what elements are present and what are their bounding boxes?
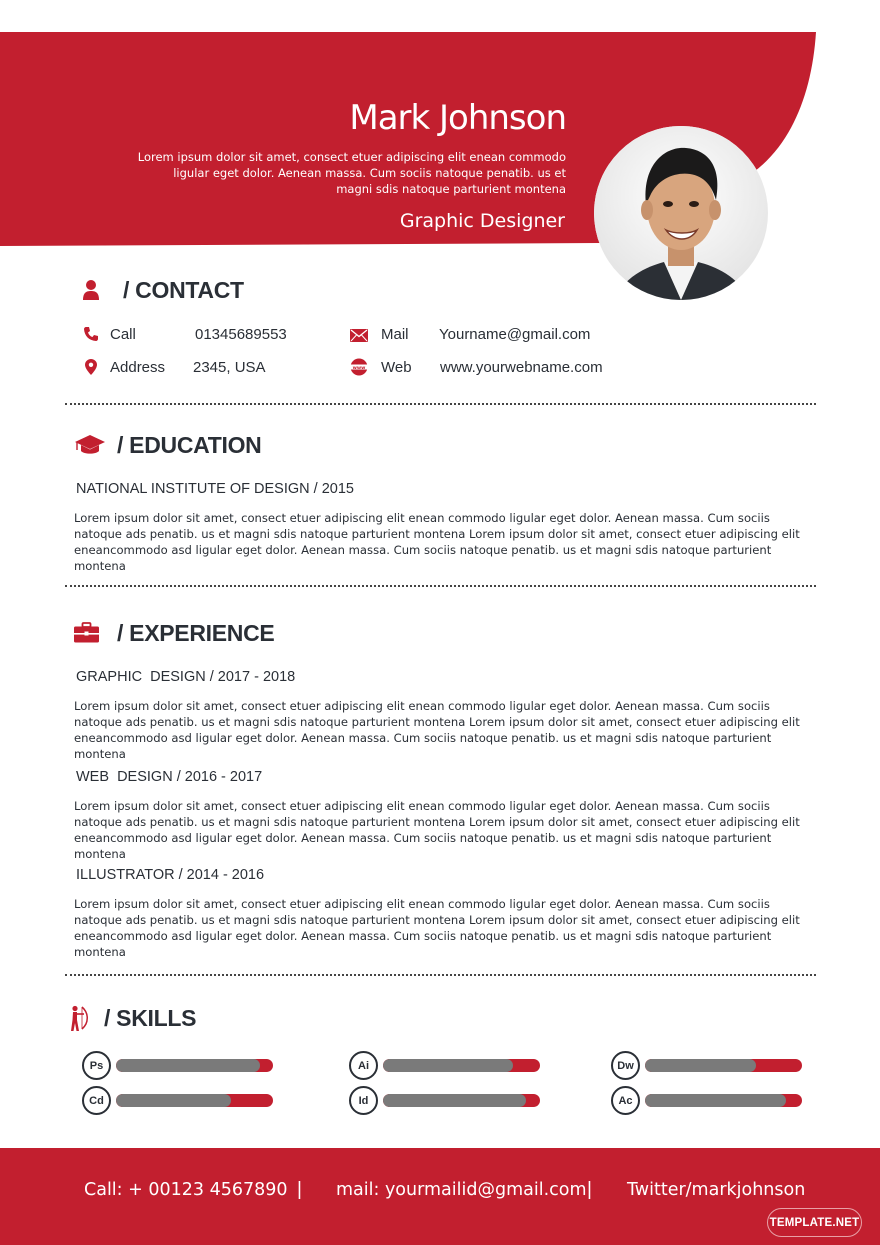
contact-address-value: 2345, USA <box>193 359 266 376</box>
experience-entry-body: Lorem ipsum dolor sit amet, consect etuer adipiscing elit enean commodo ligular eget dolor. Aenean massa. Cum sociis natoque ads penatib. us et magni sdis natoque parturient montena Lorem ipsum dolor sit amet, consect etuer adipiscing elit eneancommodo asd ligular eget dolor. Aenean massa. Cum sociis natoque penatib. us et magni sdis natoque parturient montena <box>74 699 800 761</box>
education-entry-body: Lorem ipsum dolor sit amet, consect etuer adipiscing elit enean commodo ligular eget dolor. Aenean massa. Cum sociis natoque ads penatib. us et magni sdis natoque parturient montena Lorem ipsum dolor sit amet, consect etuer adipiscing elit eneancommodo asd ligular eget dolor. Aenean massa. Cum sociis natoque penatib. us et magni sdis natoque parturient montena <box>74 511 800 573</box>
footer-separator: | <box>587 1179 592 1200</box>
template-net-badge[interactable]: TEMPLATE.NET <box>767 1208 862 1237</box>
skill-badge: Dw <box>611 1051 640 1080</box>
contact-mail-label: Mail <box>381 326 409 343</box>
divider <box>65 974 816 976</box>
skill-badge: Ps <box>82 1051 111 1080</box>
skill-bar-fill <box>383 1059 513 1072</box>
intro-text: Lorem ipsum dolor sit amet, consect etuer adipiscing elit enean commodo ligular eget dolor. Aenean massa. Cum sociis natoque penatib. us et magni sdis natoque parturient montena <box>137 150 566 196</box>
skill-item <box>82 1051 274 1081</box>
footer-call[interactable]: Call: + 00123 4567890 <box>84 1180 288 1200</box>
skill-badge: Ac <box>611 1086 640 1115</box>
profile-photo <box>594 126 768 300</box>
contact-web-value[interactable]: www.yourwebname.com <box>440 359 603 376</box>
skill-bar-fill <box>645 1094 786 1107</box>
footer-twitter[interactable]: Twitter/markjohnson <box>627 1180 806 1200</box>
job-role: Graphic Designer <box>399 210 565 232</box>
skill-item <box>611 1086 803 1116</box>
candidate-name: Mark Johnson <box>349 98 566 138</box>
contact-call-value: 01345689553 <box>195 326 287 343</box>
experience-entry-body: Lorem ipsum dolor sit amet, consect etuer adipiscing elit enean commodo ligular eget dolor. Aenean massa. Cum sociis natoque ads penatib. us et magni sdis natoque parturient montena Lorem ipsum dolor sit amet, consect etuer adipiscing elit eneancommodo asd ligular eget dolor. Aenean massa. Cum sociis natoque penatib. us et magni sdis natoque parturient montena <box>74 799 800 861</box>
skill-bar-fill <box>383 1094 526 1107</box>
skills-section-title: / SKILLS <box>104 1005 197 1031</box>
experience-section-title: / EXPERIENCE <box>117 620 275 646</box>
skill-item <box>611 1051 803 1081</box>
skill-item <box>349 1086 541 1116</box>
skill-bar-fill <box>116 1059 260 1072</box>
experience-entry-title: WEB DESIGN / 2016 - 2017 <box>76 769 263 785</box>
education-entry-title: NATIONAL INSTITUTE OF DESIGN / 2015 <box>76 481 354 497</box>
education-section-title: / EDUCATION <box>117 432 262 458</box>
mail-icon <box>350 329 368 342</box>
skill-bar <box>116 1059 273 1072</box>
archer-icon <box>67 1005 89 1032</box>
location-pin-icon <box>85 359 97 375</box>
experience-entry-body: Lorem ipsum dolor sit amet, consect etuer adipiscing elit enean commodo ligular eget dolor. Aenean massa. Cum sociis natoque ads penatib. us et magni sdis natoque parturient montena Lorem ipsum dolor sit amet, consect etuer adipiscing elit eneancommodo asd ligular eget dolor. Aenean massa. Cum sociis natoque penatib. us et magni sdis natoque parturient montena <box>74 897 800 959</box>
skill-badge: Id <box>349 1086 378 1115</box>
divider <box>65 585 816 587</box>
footer-separator: | <box>297 1179 302 1200</box>
contact-address-label: Address <box>110 359 166 376</box>
footer-mail[interactable]: mail: yourmailid@gmail.com <box>336 1180 587 1200</box>
svg-text:www: www <box>352 366 366 371</box>
experience-entry-title: GRAPHIC DESIGN / 2017 - 2018 <box>76 669 296 685</box>
skill-bar <box>645 1059 802 1072</box>
contact-section-title: / CONTACT <box>123 277 244 303</box>
divider <box>65 403 816 405</box>
skill-bar-fill <box>116 1094 231 1107</box>
skill-item <box>82 1086 274 1116</box>
contact-mail-value[interactable]: Yourname@gmail.com <box>439 326 591 343</box>
skill-bar-fill <box>645 1059 756 1072</box>
contact-call-label: Call <box>110 326 136 343</box>
person-icon <box>82 279 100 301</box>
skill-item <box>349 1051 541 1081</box>
www-globe-icon <box>350 358 368 376</box>
skill-bar <box>383 1094 540 1107</box>
skill-badge: Cd <box>82 1086 111 1115</box>
graduation-cap-icon <box>75 434 105 456</box>
skill-bar <box>645 1094 802 1107</box>
briefcase-icon <box>74 622 99 643</box>
skill-badge: Ai <box>349 1051 378 1080</box>
experience-entry-title: ILLUSTRATOR / 2014 - 2016 <box>76 867 265 883</box>
skill-bar <box>116 1094 273 1107</box>
phone-icon <box>83 326 99 342</box>
skill-bar <box>383 1059 540 1072</box>
footer-bar <box>0 1148 880 1245</box>
contact-web-label: Web <box>381 359 412 376</box>
